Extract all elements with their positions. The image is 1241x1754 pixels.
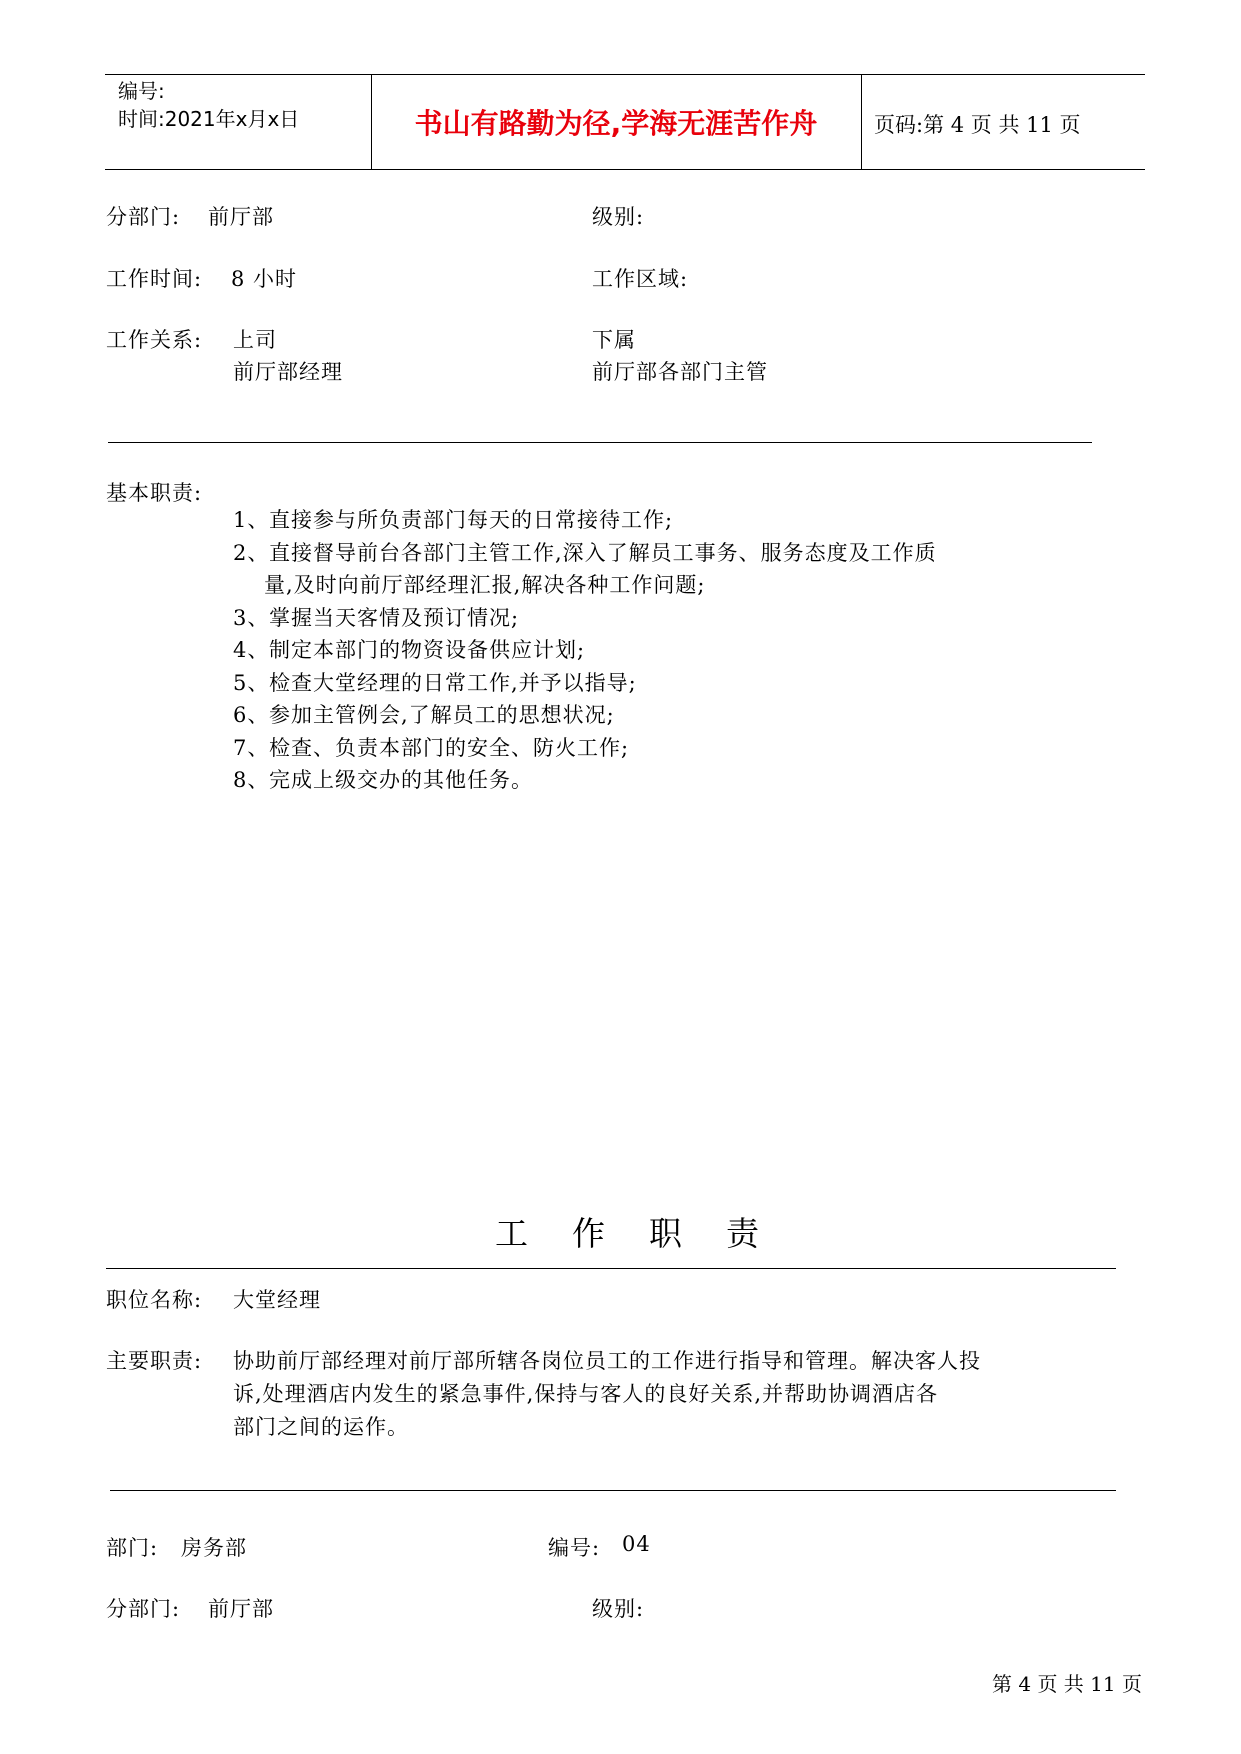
header-bottom-rule: [105, 169, 1145, 170]
list-item: [233, 732, 937, 765]
duty-list: [233, 504, 937, 797]
list-item-number: 3、: [233, 605, 270, 630]
list-item-number: 8、: [233, 768, 270, 792]
dept-value: 房务部: [181, 1536, 247, 1560]
list-item: [233, 764, 937, 797]
number-label: 编号:: [548, 1536, 601, 1560]
level-label: 级别:: [592, 205, 645, 229]
work-hours-label: 工作时间:: [106, 267, 203, 291]
section2-title-rule: [106, 1268, 1116, 1269]
list-item-text: 参加主管例会,了解员工的思想状况;: [269, 703, 615, 727]
superior-value: 前厅部经理: [233, 360, 343, 384]
list-item-number: 5、: [233, 670, 270, 695]
sub-dept-value-2: 前厅部: [208, 1597, 274, 1621]
section2-divider: [110, 1490, 1116, 1491]
list-item-number: 4、: [233, 638, 270, 662]
subordinate-value: 前厅部各部门主管: [592, 360, 768, 384]
list-item-number: 7、: [233, 735, 270, 760]
list-item-text: 制定本部门的物资设备供应计划;: [269, 638, 586, 662]
list-item: [233, 504, 937, 537]
header-divider-right: [861, 74, 862, 170]
sub-dept-label-2: 分部门:: [106, 1597, 181, 1621]
list-item-number: 2、: [233, 540, 270, 565]
list-item: [233, 699, 937, 732]
list-item-text: 检查、负责本部门的安全、防火工作;: [269, 735, 630, 760]
work-area-label: 工作区域:: [592, 267, 689, 291]
list-item-text: 直接督导前台各部门主管工作,深入了解员工事务、服务态度及工作质: [269, 540, 937, 565]
header-top-rule: [105, 74, 1145, 75]
subordinate-label: 下属: [592, 328, 636, 352]
list-item-number: 6、: [233, 703, 270, 727]
list-item-continuation: [233, 569, 937, 602]
number-value: 04: [622, 1532, 651, 1556]
main-duty-line-3: 部门之间的运作。: [233, 1415, 409, 1439]
main-duty-line-2: 诉,处理酒店内发生的紧急事件,保持与客人的良好关系,并帮助协调酒店各: [233, 1382, 939, 1406]
work-relation-label: 工作关系:: [106, 328, 203, 352]
header-page-info: 页码:第 4 页 共 11 页: [874, 113, 1081, 137]
section-title: 工作职责: [495, 1214, 803, 1253]
main-duty-label: 主要职责:: [106, 1349, 203, 1373]
list-item: [233, 537, 937, 570]
header-motto: 书山有路勤为径,学海无涯苦作舟: [414, 107, 818, 140]
list-item-text: 掌握当天客情及预订情况;: [269, 605, 520, 630]
basic-duties-title: 基本职责:: [106, 481, 203, 505]
dept-label: 部门:: [106, 1536, 159, 1560]
level-label-2: 级别:: [592, 1597, 645, 1621]
main-duty-line-1: 协助前厅部经理对前厅部所辖各岗位员工的工作进行指导和管理。解决客人投: [233, 1349, 981, 1373]
list-item-text: 完成上级交办的其他任务。: [269, 768, 533, 792]
position-label: 职位名称:: [106, 1288, 203, 1312]
superior-label: 上司: [233, 328, 277, 352]
list-item: [233, 667, 937, 700]
sub-dept-label: 分部门:: [106, 205, 181, 229]
list-item-text: 直接参与所负责部门每天的日常接待工作;: [269, 508, 674, 532]
position-value: 大堂经理: [233, 1288, 321, 1312]
header-serial-label: 编号:: [118, 79, 165, 103]
sub-dept-value: 前厅部: [208, 205, 274, 229]
list-item: [233, 602, 937, 635]
header-date: 时间:2021年x月x日: [118, 107, 300, 131]
footer-page-number: 第 4 页 共 11 页: [992, 1672, 1142, 1696]
section1-divider: [108, 442, 1092, 443]
work-hours-value: 8 小时: [231, 267, 298, 291]
list-item-text: 检查大堂经理的日常工作,并予以指导;: [269, 670, 637, 695]
list-item: [233, 634, 937, 667]
list-item-text: 量,及时向前厅部经理汇报,解决各种工作问题;: [264, 573, 706, 597]
list-item-number: 1、: [233, 508, 270, 532]
